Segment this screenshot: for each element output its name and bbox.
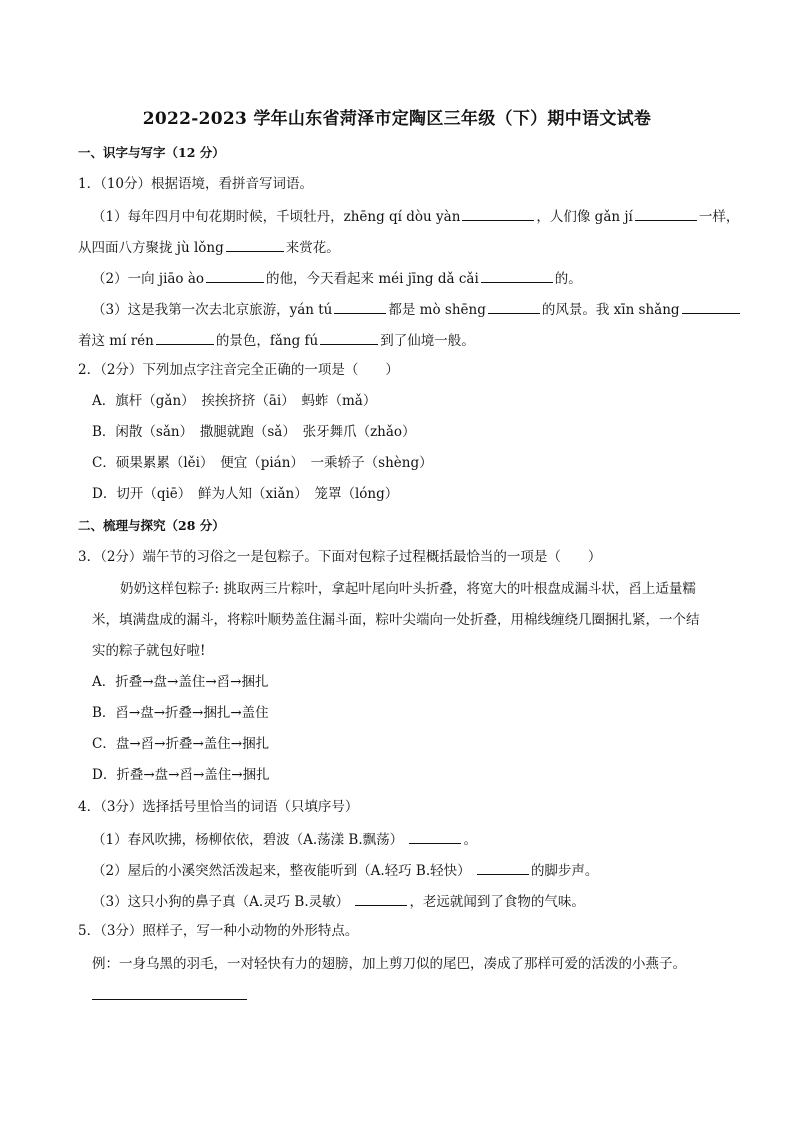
question-5-stem: 5．（3分）照样子，写一种小动物的外形特点。 [78, 923, 359, 939]
text-segment: 来赏花。 [285, 240, 340, 256]
question-2-option-d[interactable]: D．切开（qiē） 鲜为人知（xiǎn） 笼罩（lóng） [92, 486, 399, 502]
text-segment: （1）春风吹拂，杨柳依依，碧波（A.荡漾 B.飘荡） [92, 832, 404, 848]
question-4-part-3 [92, 891, 585, 911]
question-2-option-c[interactable]: C．硕果累累（lěi） 便宜（pián） 一乘轿子（shèng） [92, 455, 433, 471]
text-segment: （2）屋后的小溪突然活泼起来，整夜能听到（A.轻巧 B.轻快） [92, 863, 471, 879]
question-4-part-1 [92, 829, 477, 849]
question-1-part-2 [92, 268, 582, 288]
answer-blank[interactable] [334, 299, 386, 314]
question-3-option-b[interactable]: B．舀→盘→折叠→捆扎→盖住 [92, 705, 269, 721]
question-3-option-c[interactable]: C．盘→舀→折叠→盖住→捆扎 [92, 736, 270, 752]
text-segment: 的景色，fǎng fú [215, 333, 319, 349]
answer-blank[interactable] [481, 268, 553, 283]
section-heading-1: 一、识字与写字（12 分） [78, 145, 225, 160]
question-2-stem: 2．（2分）下列加点字注音完全正确的一项是（ ） [78, 362, 399, 378]
page-title: 2022-2023 学年山东省菏泽市定陶区三年级（下）期中语文试卷 [142, 109, 652, 129]
text-segment: 着这 mí rén [78, 333, 154, 349]
answer-blank[interactable] [488, 299, 540, 314]
question-3-passage-line-3: 实的粽子就包好啦! [92, 643, 206, 659]
text-segment: 的他，今天看起来 méi jīng dǎ cǎi [266, 271, 479, 287]
question-3-stem: 3．（2分）端午节的习俗之一是包粽子。下面对包粽子过程概括最恰当的一项是（ ） [78, 549, 602, 565]
question-5-example: 例：一身乌黑的羽毛，一对轻快有力的翅膀，加上剪刀似的尾巴，凑成了那样可爱的活泼的小燕子。 [92, 956, 686, 972]
text-segment: ，人们像 gǎn jí [536, 209, 633, 225]
question-1-stem: 1．（10分）根据语境，看拼音写词语。 [78, 176, 314, 192]
question-3-passage-line-1: 奶奶这样包粽子: 挑取两三片粽叶，拿起叶尾向叶头折叠，将宽大的叶根盘成漏斗状，舀上适量糯 [120, 581, 696, 597]
answer-blank[interactable] [635, 206, 697, 221]
text-segment: （3）这只小狗的鼻子真（A.灵巧 B.灵敏） [92, 894, 350, 910]
question-1-part-1-cont [78, 237, 340, 257]
question-4-stem: 4．（3分）选择括号里恰当的词语（只填序号） [78, 799, 359, 815]
answer-blank[interactable] [156, 330, 214, 345]
answer-blank[interactable] [355, 891, 407, 906]
answer-blank[interactable] [320, 330, 378, 345]
answer-blank[interactable] [682, 299, 740, 314]
text-segment: 一样， [698, 209, 740, 225]
question-3-passage-line-2: 米，填满盘成的漏斗，将粽叶顺势盖住漏斗面，粽叶尖端向一处折叠，用棉线缠绕几圈捆扎紧，一个结 [92, 612, 700, 628]
text-segment: ，老远就闻到了食物的气味。 [409, 894, 585, 910]
text-segment: 的风景。我 xīn shǎng [541, 302, 680, 318]
text-segment: 。 [463, 832, 477, 848]
question-1-part-3-cont [78, 330, 475, 350]
question-2-option-b[interactable]: B．闲散（sǎn） 撒腿就跑（sǎ） 张牙舞爪（zhǎo） [92, 424, 416, 440]
answer-blank[interactable] [409, 829, 461, 844]
text-segment: 的。 [554, 271, 582, 287]
text-segment: 都是 mò shēng [388, 302, 486, 318]
question-1-part-3 [92, 299, 742, 319]
question-5-answer-line[interactable] [92, 998, 247, 1000]
section-heading-2: 二、梳理与探究（28 分） [78, 518, 225, 533]
answer-blank[interactable] [226, 237, 284, 252]
question-1-part-1 [92, 206, 739, 226]
question-3-option-a[interactable]: A．折叠→盘→盖住→舀→捆扎 [92, 674, 269, 690]
question-2-option-a[interactable]: A．旗杆（gǎn） 挨挨挤挤（āi） 蚂蚱（mǎ） [92, 393, 377, 409]
text-segment: 从四面八方聚拢 jù lǒng [78, 240, 224, 256]
answer-blank[interactable] [462, 206, 534, 221]
question-3-option-d[interactable]: D．折叠→盘→舀→盖住→捆扎 [92, 767, 270, 783]
text-segment: （2）一向 jiāo ào [92, 271, 205, 287]
text-segment: （3）这是我第一次去北京旅游，yán tú [92, 302, 333, 318]
text-segment: 到了仙境一般。 [380, 333, 475, 349]
text-segment: （1）每年四月中旬花期时候，千顷牡丹，zhēng qí dòu yàn [92, 209, 461, 225]
question-4-part-2 [92, 860, 598, 880]
answer-blank[interactable] [477, 860, 529, 875]
answer-blank[interactable] [206, 268, 264, 283]
text-segment: 的脚步声。 [530, 863, 599, 879]
